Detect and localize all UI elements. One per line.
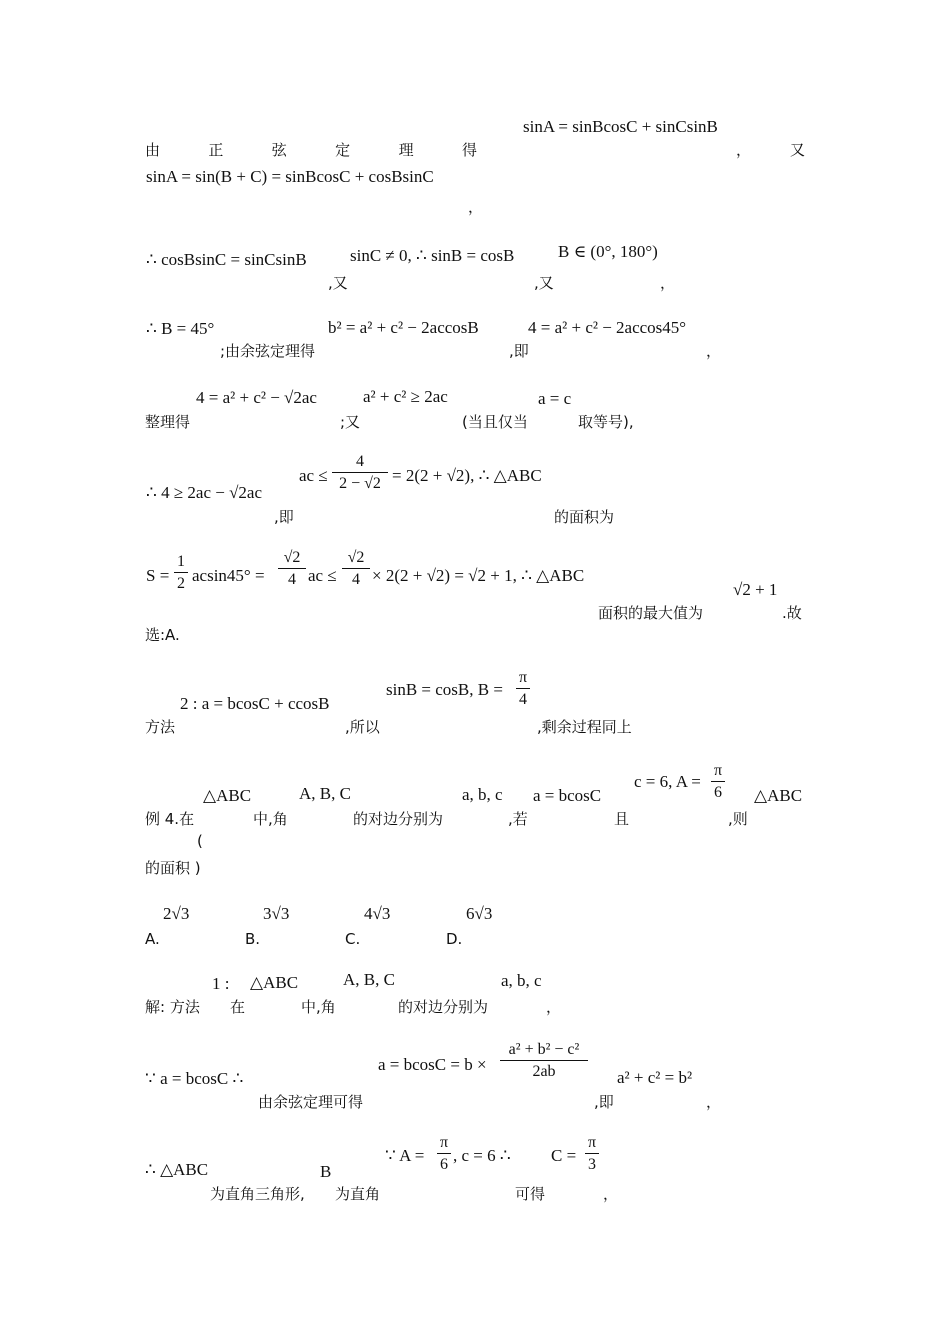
text-ji: ,即 <box>274 508 294 526</box>
formula-max-value: √2 + 1 <box>733 580 778 599</box>
fraction-cosine <box>500 1042 588 1080</box>
formula-law-of-cosines: b² = a² + c² − 2accosB <box>328 318 479 337</box>
numerator: π <box>437 1135 451 1154</box>
text-comma: ， <box>706 342 722 360</box>
fraction-pi-3 <box>585 1135 599 1173</box>
text-example-4: 例 4.在 <box>145 810 195 828</box>
text-ji: ,即 <box>594 1093 614 1111</box>
text-ze: ,则 <box>728 810 748 828</box>
text-kede: 可得 <box>515 1185 546 1203</box>
option-value-a: 2√3 <box>163 904 190 923</box>
text-zhong-jiao: 中,角 <box>253 810 288 828</box>
text-right-angle: 为直角 <box>335 1185 381 1203</box>
option-label-a: A. <box>145 930 160 948</box>
fraction-1-2 <box>174 554 188 592</box>
formula-triangle-abc: △ABC <box>203 786 252 805</box>
formula-triangle-abc: △ABC <box>250 973 299 992</box>
fraction-pi-4 <box>516 670 530 708</box>
denominator: 2 − √2 <box>339 475 381 492</box>
denominator: 2 <box>177 575 185 592</box>
formula-sides: a, b, c <box>501 971 542 990</box>
formula-b: B <box>320 1162 332 1181</box>
denominator: 2ab <box>532 1063 556 1080</box>
numerator: a² + b² − c² <box>500 1042 588 1061</box>
formula-a-bcosc: a = bcosC <box>533 786 602 805</box>
denominator: 6 <box>440 1156 448 1173</box>
formula-given: ∵ a = bcosC ∴ <box>145 1069 244 1088</box>
denominator: 4 <box>352 571 360 588</box>
option-value-d: 6√3 <box>466 904 493 923</box>
formula-projection: 2 : a = bcosC + ccosB <box>180 694 330 713</box>
text-opposite-sides: 的对边分别为 <box>398 998 489 1016</box>
formula-ac-le: ac ≤ <box>299 466 328 485</box>
text-method: 方法 <box>145 718 176 736</box>
option-label-c: C. <box>345 930 361 948</box>
numerator: 4 <box>332 454 388 473</box>
formula-sinb-eq-cosb: sinC ≠ 0, ∴ sinB = cosB <box>350 246 515 265</box>
text-zai: 在 <box>230 998 246 1016</box>
fraction-4-over <box>332 454 388 492</box>
numerator: π <box>585 1135 599 1154</box>
formula-angles: A, B, C <box>343 970 395 989</box>
text-max-area: 面积的最大值为 <box>598 604 704 622</box>
option-value-b: 3√3 <box>263 904 290 923</box>
text-paren: ( <box>197 832 203 850</box>
text-comma: ， <box>660 274 676 292</box>
denominator: 3 <box>588 1156 596 1173</box>
numerator: π <box>711 763 725 782</box>
text-comma: ， <box>468 198 484 216</box>
formula-b-45: ∴ B = 45° <box>146 319 215 338</box>
formula-4-eq: 4 = a² + c² − 2accos45° <box>528 318 687 337</box>
formula-times-2: × 2(2 + √2) = √2 + 1, ∴ △ABC <box>372 566 585 585</box>
text-qudenghao: 取等号), <box>578 413 634 431</box>
formula-substitute: a = bcosC = b × <box>378 1055 487 1074</box>
formula-s-eq: S = <box>146 566 170 585</box>
formula-sin-b-plus-c: sinA = sin(B + C) = sinBcosC + cosBsinC <box>146 167 434 186</box>
spread-heading-zhengxian <box>145 143 477 158</box>
formula-method-1: 1 : <box>212 974 230 993</box>
text-you: 又 <box>790 141 806 159</box>
char: 得 <box>461 141 477 159</box>
fraction-pi-6 <box>711 763 725 801</box>
formula-inequality: a² + c² ≥ 2ac <box>363 387 448 406</box>
text-zhong-jiao: 中,角 <box>301 998 336 1016</box>
denominator: 4 <box>519 691 527 708</box>
formula-4-sqrt2ac: 4 = a² + c² − √2ac <box>196 388 317 407</box>
formula-c-eq-6: , c = 6 ∴ <box>453 1146 511 1165</box>
text-dangqie: (当且仅当 <box>462 413 528 431</box>
text-you: ,又 <box>328 274 348 292</box>
char: 正 <box>208 141 224 159</box>
text-you: ;又 <box>340 413 361 431</box>
fraction-sqrt2-4 <box>278 550 306 588</box>
formula-c6-a: c = 6, A = <box>634 772 701 791</box>
formula-b-range: B ∈ (0°, 180°) <box>558 242 658 261</box>
formula-sina-identity: sinA = sinBcosC + sinCsinB <box>523 117 718 136</box>
text-zhengli: 整理得 <box>145 413 191 431</box>
text-comma: ， <box>706 1093 722 1111</box>
text-suoyi: ,所以 <box>345 718 380 736</box>
text-area-is: 的面积为 <box>554 508 615 526</box>
text-you: ,又 <box>534 274 554 292</box>
text-right-triangle: 为直角三角形, <box>210 1185 305 1203</box>
text-opposite-sides: 的对边分别为 <box>353 810 444 828</box>
option-label-b: B. <box>245 930 261 948</box>
formula-pythagoras: a² + c² = b² <box>617 1068 693 1087</box>
formula-2-2-sqrt2: = 2(2 + √2), ∴ △ABC <box>392 466 542 485</box>
text-comma: ， <box>546 998 562 1016</box>
numerator: π <box>516 670 530 689</box>
formula-a-eq: ∵ A = <box>385 1146 425 1165</box>
text-cosine-law: ;由余弦定理得 <box>220 342 316 360</box>
formula-ac-le: ac ≤ <box>308 566 337 585</box>
formula-angles: A, B, C <box>299 784 351 803</box>
formula-c-eq: C = <box>551 1146 577 1165</box>
formula-sides: a, b, c <box>462 785 503 804</box>
char: 由 <box>145 141 161 159</box>
formula-cosbsinc: ∴ cosBsinC = sinCsinB <box>146 250 307 269</box>
formula-acsin45: acsin45° = <box>192 566 265 585</box>
fraction-pi-6 <box>437 1135 451 1173</box>
text-comma: ， <box>736 141 752 159</box>
option-label-d: D. <box>446 930 463 948</box>
char: 弦 <box>271 141 287 159</box>
option-value-c: 4√3 <box>364 904 391 923</box>
char: 理 <box>398 141 414 159</box>
numerator: √2 <box>278 550 306 569</box>
text-comma: ， <box>603 1185 619 1203</box>
denominator: 4 <box>288 571 296 588</box>
text-ruo: ,若 <box>508 810 528 828</box>
text-gu: .故 <box>782 604 802 622</box>
formula-triangle-abc: ∴ △ABC <box>145 1160 209 1179</box>
numerator: √2 <box>342 550 370 569</box>
text-answer-a: 选:A. <box>145 626 180 644</box>
text-area-question: 的面积 ) <box>145 859 201 877</box>
text-cosine-law-ke: 由余弦定理可得 <box>258 1093 364 1111</box>
formula-a-eq-c: a = c <box>538 389 572 408</box>
formula-4-ge: ∴ 4 ≥ 2ac − √2ac <box>146 483 262 502</box>
denominator: 6 <box>714 784 722 801</box>
formula-sinb-cosb: sinB = cosB, B = <box>386 680 503 699</box>
char: 定 <box>335 141 351 159</box>
text-remaining: ,剩余过程同上 <box>537 718 632 736</box>
fraction-sqrt2-4 <box>342 550 370 588</box>
formula-triangle-abc: △ABC <box>754 786 803 805</box>
text-solution: 解: 方法 <box>145 998 200 1016</box>
text-ji: ,即 <box>509 342 529 360</box>
text-qie: 且 <box>614 810 630 828</box>
numerator: 1 <box>174 554 188 573</box>
